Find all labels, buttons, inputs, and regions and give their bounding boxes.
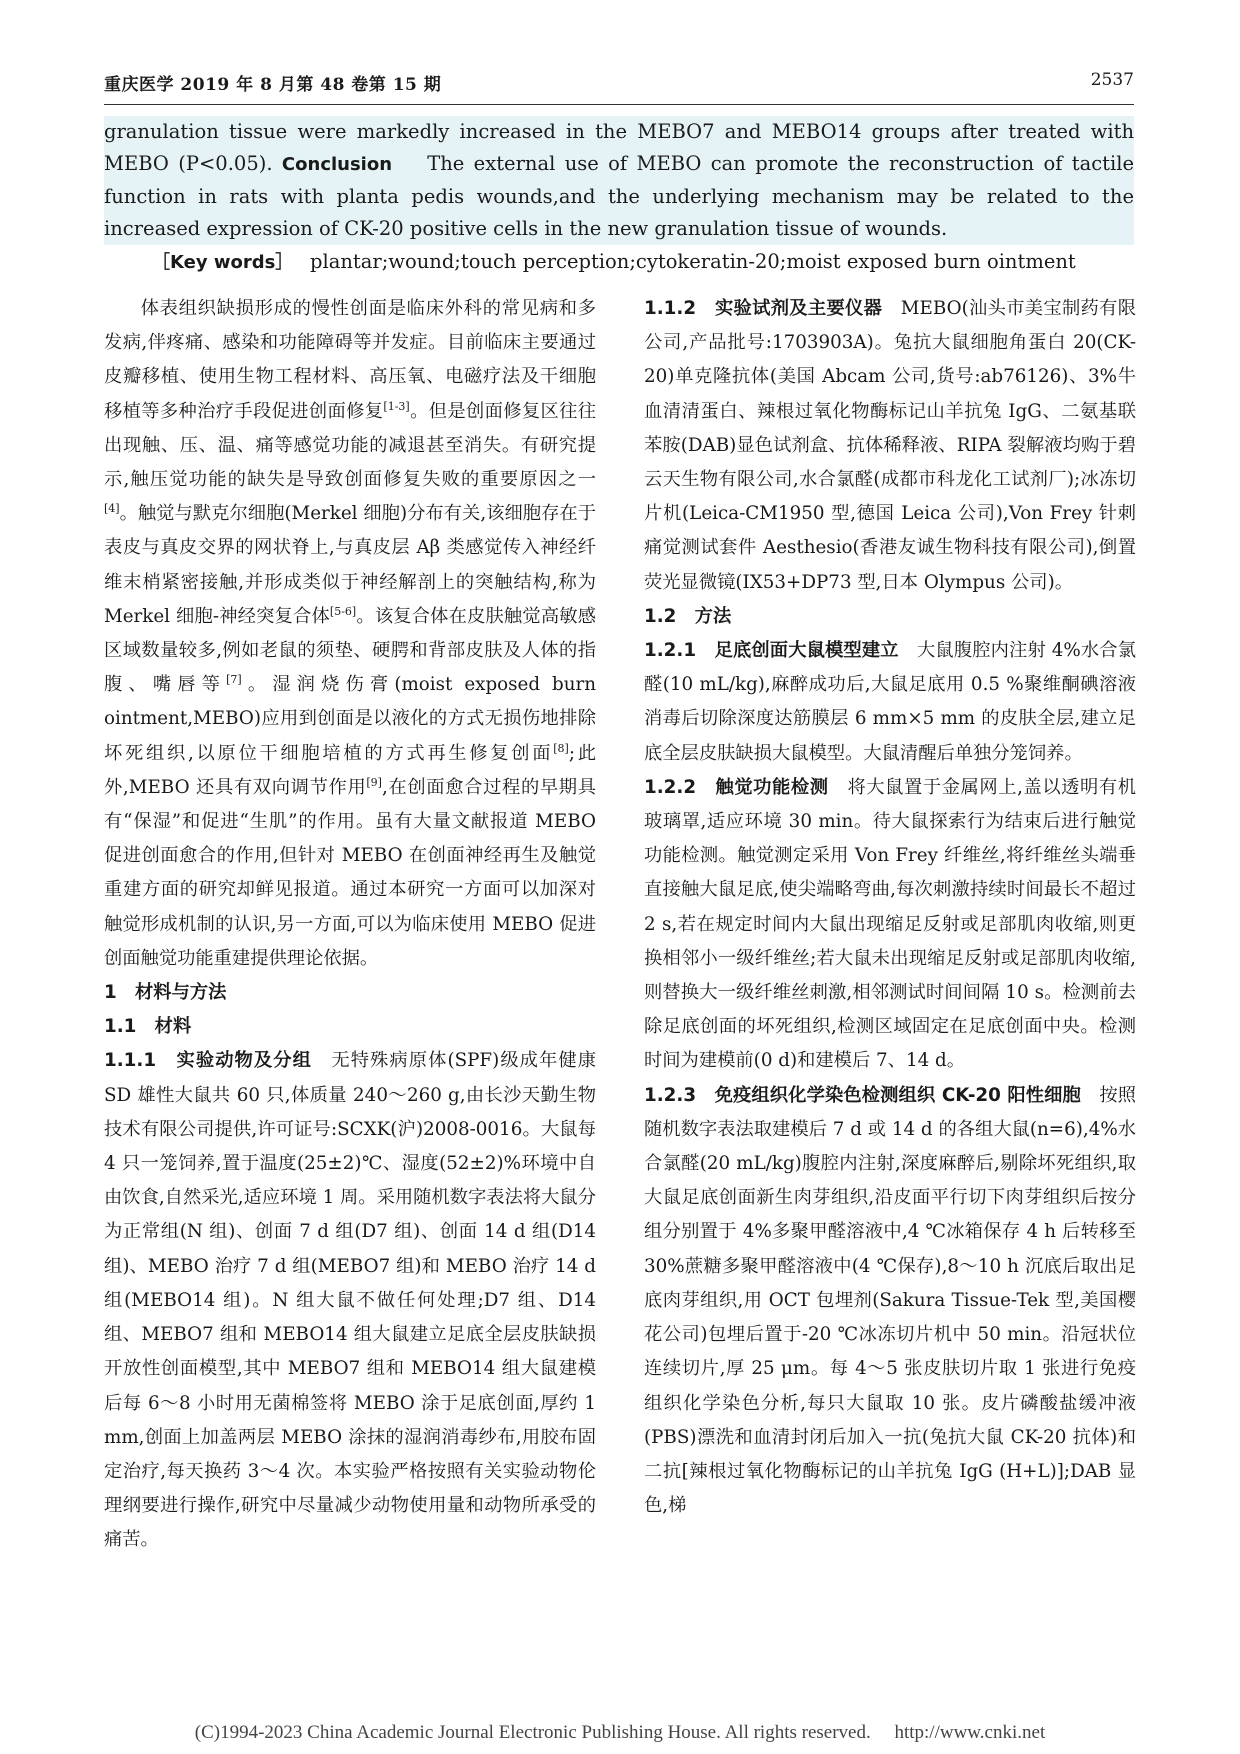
- citation[interactable]: [5-6]: [329, 604, 357, 618]
- section-1-2-2: [644, 771, 1136, 1079]
- section-title: 免疫组织化学染色检测组织 CK-20 阳性细胞: [714, 1084, 1081, 1106]
- section-number: 1.2.3: [644, 1084, 697, 1106]
- section-heading-1-2: 1.2 方法: [644, 605, 732, 627]
- intro-text-1: 体表组织缺损形成的慢性创面是临床外科的常见病和多发病,伴疼痛、感染和功能障碍等并发症。目前临床主要通过皮瓣移植、使用生物工程材料、高压氧、电磁疗法及干细胞移植等多种治疗手段促进创面修复: [104, 298, 596, 422]
- copyright-footer: (C)1994-2023 China Academic Journal Electronic Publishing House. All rights reserved. http://www.cnki.net: [194, 1722, 1046, 1743]
- citation[interactable]: [4]: [104, 502, 120, 516]
- section-body: 将大鼠置于金属网上,盖以透明有机玻璃罩,适应环境 30 min。待大鼠探索行为结束后进行触觉功能检测。触觉测定采用 Von Frey 纤维丝,将纤维丝头端垂直接触大鼠足底,使尖端略弯曲,每次刺激持续时间最长不超过 2 s,若在规定时间内大鼠出现缩足反射或足部肌肉收缩,则更换相邻小一级纤维丝;若大鼠未出现缩足反射或足部肌肉收缩,则替换大一级纤维丝刺激,相邻测试时间间隔 10 s。检测前去除足底创面的坏死组织,检测区域固定在足底创面中央。检测时间为建模前(0 d)和建模后 7、14 d。: [644, 776, 1137, 1072]
- section-number: 1.1.2: [644, 298, 697, 319]
- section-title: 实验动物及分组: [176, 1050, 312, 1072]
- section-number: 1.1.1: [104, 1050, 157, 1072]
- section-heading-1-1: 1.1 材料: [104, 1016, 192, 1038]
- section-number: 1.2.2: [644, 776, 697, 798]
- intro-text-3: 。触觉与默克尔细胞(Merkel 细胞)分布有关,该细胞存在于表皮与真皮交界的网状脊上,与真皮层 Aβ 类感觉传入神经纤维末梢紧密接触,并形成类似于神经解剖上的突触结构,称为 Merkel 细胞-神经突复合体: [104, 503, 596, 627]
- section-title: 实验试剂及主要仪器: [714, 298, 883, 319]
- section-number: 1.2.1: [644, 640, 697, 662]
- section-heading-1: 1 材料与方法: [104, 982, 227, 1004]
- section-1-2-3: [644, 1079, 1136, 1524]
- section-body: 无特殊病原体(SPF)级成年健康 SD 雄性大鼠共 60 只,体质量 240～260 g,由长沙天勤生物技术有限公司提供,许可证号:SCXK(沪)2008-0016。大鼠每 4 只一笼饲养,置于温度(25±2)℃、湿度(52±2)%环境中自由饮食,自然采光,适应环境 1 周。采用随机数字表法将大鼠分为正常组(N 组)、创面 7 d 组(D7 组)、创面 14 d 组(D14 组)、MEBO 治疗 7 d 组(MEBO7 组)和 MEBO 治疗 14 d 组(MEBO14 组)。N 组大鼠不做任何处理;D7 组、D14 组、MEBO7 组和 MEBO14 组大鼠建立足底全层皮肤缺损开放性创面模型,其中 MEBO7 组和 MEBO14 组大鼠建模后每 6～8 小时用无菌棉签将 MEBO 涂于足底创面,厚约 1 mm,创面上加盖两层 MEBO 涂抹的湿润消毒纱布,用胶布固定治疗,每天换药 3～4 次。本实验严格按照有关实验动物伦理纲要进行操作,研究中尽量减少动物使用量和动物所承受的痛苦。: [104, 1050, 597, 1551]
- section-1-1-1: [104, 1044, 596, 1557]
- section-title: 足底创面大鼠模型建立: [714, 640, 899, 662]
- abstract-conclusion-text: The external use of MEBO can promote the reconstruction of tactile function in rats with planta pedis wounds,and the underlying mechanism may be related to the increased expression of CK-20 positive cells in the new granulation tissue of wounds.: [104, 152, 1135, 240]
- intro-text-7: ,在创面愈合过程的早期具有“保湿”和促进“生肌”的作用。虽有大量文献报道 MEBO 促进创面愈合的作用,但针对 MEBO 在创面神经再生及触觉重建方面的研究却鲜见报道。通过本研究一方面可以加深对触觉形成机制的认识,另一方面,可以为临床使用 MEBO 促进创面触觉功能重建提供理论依据。: [104, 776, 597, 969]
- section-body: 大鼠腹腔内注射 4%水合氯醛(10 mL/kg),麻醉成功后,大鼠足底用 0.5 %聚维酮碘溶液消毒后切除深度达筋膜层 6 mm×5 mm 的皮肤全层,建立足底全层皮肤缺损大鼠模型。大鼠清醒后单独分笼饲养。: [644, 640, 1136, 764]
- citation[interactable]: [1-3]: [383, 399, 410, 413]
- section-1-2-1: [644, 634, 1136, 771]
- left-column: [104, 292, 596, 1558]
- abstract-block: [104, 116, 1134, 245]
- abstract-text: [104, 116, 1134, 245]
- section-body: 按照随机数字表法取建模后 7 d 或 14 d 的各组大鼠(n=6),4%水合氯醛(20 mL/kg)腹腔内注射,深度麻醉后,剔除坏死组织,取大鼠足底创面新生肉芽组织,沿皮面平行切下肉芽组织后按分组分别置于 4%多聚甲醛溶液中,4 ℃冰箱保存 4 h 后转移至 30%蔗糖多聚甲醛溶液中(4 ℃保存),8～10 h 沉底后取出足底肉芽组织,用 OCT 包埋剂(Sakura Tissue-Tek 型,美国樱花公司)包埋后置于-20 ℃冰冻切片机中 50 min。沿冠状位连续切片,厚 25 μm。每 4～5 张皮肤切片取 1 张进行免疫组织化学染色分析,每只大鼠取 10 张。皮片磷酸盐缓冲液(PBS)漂洗和血清封闭后加入一抗(兔抗大鼠 CK-20 抗体)和二抗[辣根过氧化物酶标记的山羊抗兔 IgG (H+L)];DAB 显色,梯: [644, 1084, 1137, 1517]
- page-number: 2537: [1090, 70, 1134, 90]
- intro-text-2: 。但是创面修复区往往出现触、压、温、痛等感觉功能的减退甚至消失。有研究提示,触压觉功能的缺失是导致创面修复失败的重要原因之一: [104, 400, 596, 491]
- citation[interactable]: [7]: [226, 673, 242, 687]
- keywords: [152, 246, 1132, 274]
- keywords-text: plantar;wound;touch perception;cytokeratin-20;moist exposed burn ointment: [310, 250, 1076, 273]
- intro-paragraph: [104, 292, 596, 976]
- intro-text-4: 。该复合体在皮肤触觉高敏感区域数量较多,例如老鼠的须垫、硬腭和背部皮肤及人体的指腹、嘴唇等: [104, 605, 596, 696]
- conclusion-label: Conclusion: [281, 154, 393, 175]
- intro-text-5: 。湿润烧伤膏(moist exposed burn ointment,MEBO)应用到创面是以液化的方式无损伤地排除坏死组织,以原位干细胞培植的方式再生修复创面: [104, 674, 597, 764]
- abstract-results-text: granulation tissue were markedly increased in the MEBO7 and MEBO14 groups after treated with MEBO (P<0.05).: [104, 120, 1134, 175]
- citation[interactable]: [8]: [553, 741, 569, 755]
- citation[interactable]: [9]: [366, 775, 382, 789]
- header-rule: [104, 104, 1134, 105]
- keywords-label: ［Key words］: [152, 252, 285, 273]
- journal-title: 重庆医学 2019 年 8 月第 48 卷第 15 期: [104, 75, 442, 95]
- section-title: 触觉功能检测: [715, 776, 829, 798]
- right-column: [644, 292, 1136, 1523]
- section-1-1-2: [644, 292, 1136, 600]
- intro-text-6: ;此外,MEBO 还具有双向调节作用: [104, 742, 596, 798]
- section-body: MEBO(汕头市美宝制药有限公司,产品批号:1703903A)。兔抗大鼠细胞角蛋白 20(CK-20)单克隆抗体(美国 Abcam 公司,货号:ab76126)、3%牛血清清蛋白、辣根过氧化物酶标记山羊抗兔 IgG、二氨基联苯胺(DAB)显色试剂盒、抗体稀释液、RIPA 裂解液均购于碧云天生物有限公司,水合氯醛(成都市科龙化工试剂厂);冰冻切片机(Leica-CM1950 型,德国 Leica 公司),Von Frey 针刺痛觉测试套件 Aesthesio(香港友诚生物科技有限公司),倒置荧光显微镜(IX53+DP73 型,日本 Olympus 公司)。: [644, 298, 1137, 593]
- page-header: [104, 70, 1134, 96]
